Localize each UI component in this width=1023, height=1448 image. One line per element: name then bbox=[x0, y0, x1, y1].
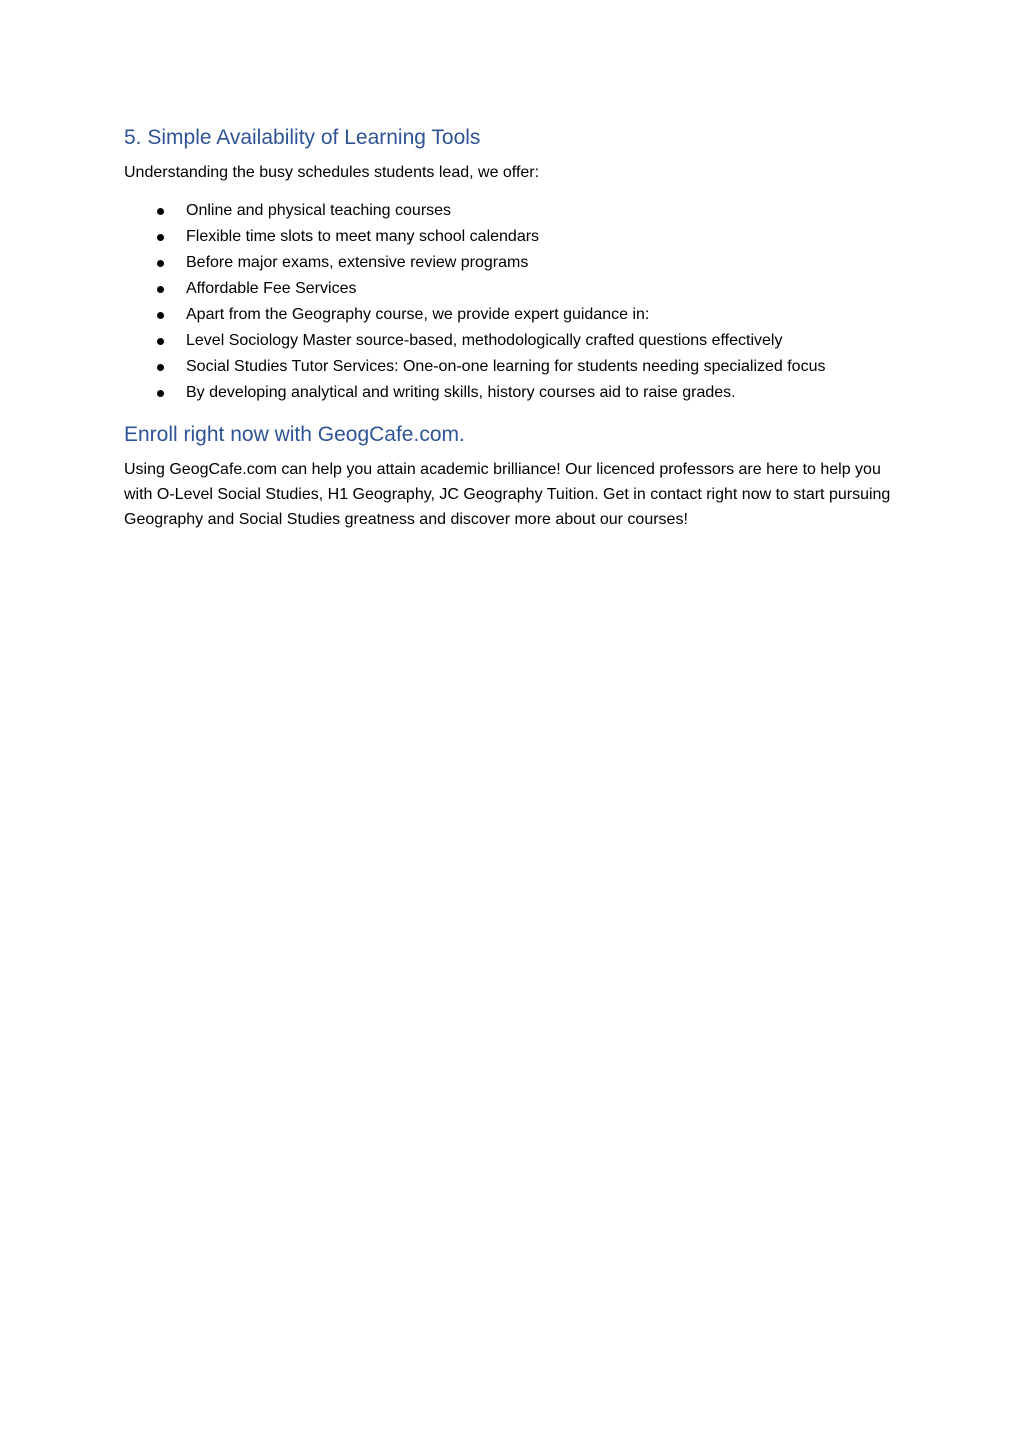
page-content bbox=[124, 122, 894, 532]
bullet-icon bbox=[157, 312, 164, 319]
list-item-text: Flexible time slots to meet many school calendars bbox=[186, 228, 540, 245]
list-item-text: Online and physical teaching courses bbox=[186, 202, 452, 219]
bullet-icon bbox=[157, 286, 164, 293]
enroll-paragraph: Using GeogCafe.com can help you attain academic brilliance! Our licenced professors are here to help you with O-Level Social Studies, H1 Geography, JC Geography Tuition. Get in contact right now to start pursuing Geography and Social Studies greatness and discover more about our courses! bbox=[124, 461, 891, 528]
list-item bbox=[124, 302, 894, 328]
list-item-text: Apart from the Geography course, we provide expert guidance in: bbox=[186, 306, 650, 323]
list-item-text: By developing analytical and writing skills, history courses aid to raise grades. bbox=[186, 384, 736, 401]
list-item bbox=[124, 328, 894, 354]
list-item bbox=[124, 250, 894, 276]
list-item bbox=[124, 354, 894, 380]
bullet-icon bbox=[157, 234, 164, 241]
bullet-icon bbox=[157, 364, 164, 371]
list-item bbox=[124, 198, 894, 224]
list-item-text: Level Sociology Master source-based, methodologically crafted questions effectively bbox=[186, 332, 783, 349]
list-item-text: Affordable Fee Services bbox=[186, 280, 357, 297]
list-item-text: Before major exams, extensive review programs bbox=[186, 254, 529, 271]
bullet-icon bbox=[157, 208, 164, 215]
list-item bbox=[124, 276, 894, 302]
section-heading: 5. Simple Availability of Learning Tools bbox=[124, 126, 481, 149]
list-item-text: Social Studies Tutor Services: One-on-one learning for students needing specialized focus bbox=[186, 358, 826, 375]
list-item bbox=[124, 224, 894, 250]
offer-list bbox=[124, 198, 894, 406]
section-intro: Understanding the busy schedules students lead, we offer: bbox=[124, 164, 540, 181]
bullet-icon bbox=[157, 260, 164, 267]
bullet-icon bbox=[157, 390, 164, 397]
bullet-icon bbox=[157, 338, 164, 345]
list-item bbox=[124, 380, 894, 406]
enroll-heading: Enroll right now with GeogCafe.com. bbox=[124, 423, 465, 446]
